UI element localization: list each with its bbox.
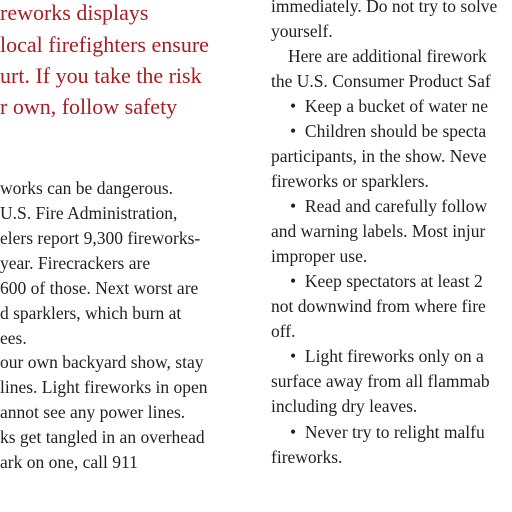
body-line: works can be dangerous. [0,178,174,198]
tip-line: Keep a bucket of water ne [304,96,489,116]
tip-line: Never try to relight malfu [304,422,485,442]
tip-line: fireworks or sparklers. [271,171,429,191]
body-line: U.S. Fire Administration, [0,203,178,223]
tip-item [271,194,487,219]
bullet-icon: • [290,346,297,366]
body-line: elers report 9,300 fireworks- [0,228,201,248]
pull-quote-line: local firefighters ensure [0,32,209,57]
tip-line: participants, in the show. Neve [271,146,487,166]
body-line: yourself. [271,21,333,41]
bullet-icon: • [290,196,297,216]
body-line: immediately. Do not try to solve [271,0,498,16]
tip-line: Light fireworks only on a [304,346,484,366]
body-line: our own backyard show, stay [0,352,204,372]
body-line: year. Firecrackers are [0,253,151,273]
tip-item [271,94,488,119]
tip-line: and warning labels. Most injur [271,221,486,241]
pull-quote-line: r own, follow safety [0,94,178,119]
bullet-icon: • [290,96,297,116]
body-line: 600 of those. Next worst are [0,278,199,298]
tip-line: Children should be specta [304,121,487,141]
tip-item [271,119,486,144]
body-line: annot see any power lines. [0,402,186,422]
tip-item [271,344,484,369]
body-line: ark on one, call 911 [0,452,138,472]
bullet-icon: • [290,271,297,291]
body-line: ees. [0,328,27,348]
tip-line: including dry leaves. [271,396,418,416]
tip-line: Read and carefully follow [304,196,488,216]
body-line: ks get tangled in an overhead [0,427,205,447]
body-line: Here are additional firework [288,46,487,66]
tip-line: fireworks. [271,447,343,467]
pull-quote-line: urt. If you take the risk [0,63,202,88]
tip-line: not downwind from where fire [271,296,486,316]
body-line: the U.S. Consumer Product Saf [271,71,491,91]
bullet-icon: • [290,121,297,141]
body-line: d sparklers, which burn at [0,303,182,323]
pull-quote-line: reworks displays [0,0,149,25]
right-column [271,0,512,512]
tip-line: Keep spectators at least 2 [304,271,483,291]
bullet-icon: • [290,422,297,442]
tip-item [271,269,483,294]
left-column [0,0,250,512]
body-line: lines. Light fireworks in open [0,377,208,397]
tip-line: improper use. [271,246,368,266]
tip-line: off. [271,321,296,341]
tip-item [271,420,485,445]
tip-line: surface away from all flammab [271,371,490,391]
